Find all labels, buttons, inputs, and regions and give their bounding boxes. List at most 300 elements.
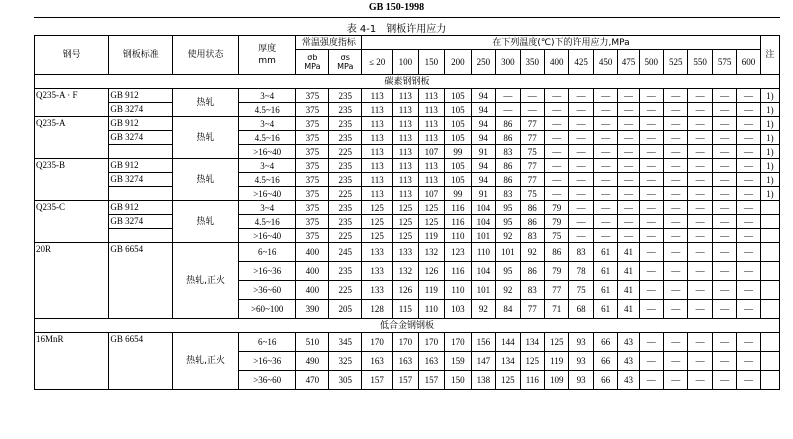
table-row <box>35 89 780 103</box>
condition-cell: 热轧 <box>173 159 239 201</box>
col-temp: 400 <box>545 50 569 75</box>
stress-cell: — <box>639 333 663 352</box>
standard-cell-empty <box>109 145 173 159</box>
note-cell: 1) <box>760 117 779 131</box>
stress-cell: 133 <box>362 262 393 281</box>
stress-cell: — <box>545 159 569 173</box>
stress-cell: 107 <box>418 187 445 201</box>
stress-cell: 113 <box>418 131 445 145</box>
thickness-cell: >16~36 <box>239 352 296 371</box>
stress-cell: — <box>664 187 688 201</box>
stress-cell: — <box>618 103 639 117</box>
standard-label: GB 6654 <box>110 334 144 344</box>
stress-cell: 77 <box>520 117 544 131</box>
standard-cell: GB 3274 <box>109 131 173 145</box>
stress-cell: — <box>593 117 617 131</box>
sigma-s-cell: 235 <box>329 117 362 131</box>
stress-cell: 95 <box>496 262 520 281</box>
grade-cell: 16MnR <box>35 333 109 390</box>
stress-cell: 132 <box>393 262 419 281</box>
note-cell: 1) <box>760 187 779 201</box>
sigma-b-cell: 400 <box>296 281 329 300</box>
stress-cell: 93 <box>569 333 593 352</box>
stress-cell: 66 <box>593 352 617 371</box>
standard-cell: GB 912 <box>109 89 173 103</box>
col-temp: 250 <box>471 50 495 75</box>
stress-cell: — <box>569 187 593 201</box>
stress-cell: — <box>664 243 688 262</box>
stress-cell: — <box>593 215 617 229</box>
stress-cell: 104 <box>471 201 495 215</box>
stress-cell: 138 <box>471 371 495 390</box>
stress-cell: — <box>639 131 663 145</box>
sigma-s-unit: MPa <box>337 62 354 71</box>
stress-cell: 119 <box>545 352 569 371</box>
stress-cell: 156 <box>471 333 495 352</box>
stress-cell: 125 <box>362 215 393 229</box>
stress-cell: — <box>545 117 569 131</box>
condition-cell: 热轧 <box>173 117 239 159</box>
stress-cell: — <box>639 262 663 281</box>
stress-cell: — <box>545 187 569 201</box>
stress-cell: 170 <box>445 333 472 352</box>
stress-cell: — <box>545 145 569 159</box>
stress-cell: 66 <box>593 333 617 352</box>
stress-cell: — <box>639 159 663 173</box>
note-cell <box>760 281 779 300</box>
stress-cell: 66 <box>593 371 617 390</box>
stress-cell: — <box>664 201 688 215</box>
stress-cell: — <box>737 333 760 352</box>
stress-cell: 125 <box>362 229 393 243</box>
stress-cell: — <box>618 187 639 201</box>
stress-cell: 79 <box>545 215 569 229</box>
section-title: 碳素钢钢板 <box>35 75 780 89</box>
stress-cell: 157 <box>418 371 445 390</box>
stress-cell: — <box>712 262 736 281</box>
stress-cell: 105 <box>445 89 472 103</box>
stress-cell: — <box>569 117 593 131</box>
stress-cell: — <box>737 229 760 243</box>
stress-cell: 94 <box>471 117 495 131</box>
sigma-b-cell: 470 <box>296 371 329 390</box>
stress-cell: — <box>593 103 617 117</box>
condition-cell: 热轧 <box>173 89 239 117</box>
stress-cell: 75 <box>520 145 544 159</box>
stress-cell: 113 <box>393 117 419 131</box>
stress-cell: — <box>593 201 617 215</box>
stress-cell: 134 <box>520 333 544 352</box>
stress-cell: — <box>712 243 736 262</box>
stress-cell: — <box>593 173 617 187</box>
sigma-b-cell: 375 <box>296 103 329 117</box>
stress-cell: — <box>639 215 663 229</box>
sigma-b-cell: 490 <box>296 352 329 371</box>
stress-cell: — <box>712 352 736 371</box>
sigma-b-cell: 390 <box>296 300 329 319</box>
stress-cell: 86 <box>496 173 520 187</box>
stress-cell: 71 <box>545 300 569 319</box>
stress-cell: — <box>688 352 712 371</box>
sigma-s-cell: 225 <box>329 281 362 300</box>
stress-cell: 113 <box>393 159 419 173</box>
thickness-cell: 3~4 <box>239 159 296 173</box>
stress-cell: — <box>618 173 639 187</box>
stress-cell: 79 <box>545 262 569 281</box>
stress-cell: — <box>664 89 688 103</box>
stress-cell: — <box>664 173 688 187</box>
stress-cell: — <box>712 131 736 145</box>
stress-cell: — <box>737 300 760 319</box>
sigma-b-cell: 375 <box>296 215 329 229</box>
col-standard: 钢板标准 <box>109 36 173 75</box>
stress-cell: 92 <box>496 229 520 243</box>
stress-cell: 86 <box>520 262 544 281</box>
stress-cell: 93 <box>569 352 593 371</box>
stress-cell: — <box>688 201 712 215</box>
table-row <box>35 229 780 243</box>
table-row <box>35 215 780 229</box>
stress-cell: — <box>593 131 617 145</box>
stress-cell: 75 <box>520 187 544 201</box>
note-cell: 1) <box>760 159 779 173</box>
stress-cell: — <box>639 145 663 159</box>
sigma-s-cell: 235 <box>329 201 362 215</box>
col-room-temp: 常温强度指标 <box>296 36 362 50</box>
condition-cell: 热轧,正火 <box>173 243 239 319</box>
stress-cell: 103 <box>445 300 472 319</box>
stress-cell: — <box>593 145 617 159</box>
sigma-b-cell: 375 <box>296 145 329 159</box>
sigma-s-cell: 325 <box>329 352 362 371</box>
stress-cell: 68 <box>569 300 593 319</box>
stress-cell: 83 <box>496 187 520 201</box>
sigma-b-cell: 400 <box>296 243 329 262</box>
stress-cell: 105 <box>445 103 472 117</box>
thickness-cell: 4.5~16 <box>239 131 296 145</box>
stress-cell: 125 <box>418 215 445 229</box>
stress-cell: — <box>688 281 712 300</box>
sigma-b-cell: 510 <box>296 333 329 352</box>
stress-cell: 105 <box>445 131 472 145</box>
table-row <box>35 243 780 262</box>
stress-cell: 43 <box>618 371 639 390</box>
sigma-s-cell: 235 <box>329 262 362 281</box>
stress-cell: 134 <box>496 352 520 371</box>
sigma-b-cell: 375 <box>296 229 329 243</box>
stress-cell: — <box>593 187 617 201</box>
section-title: 低合金钢钢板 <box>35 319 780 333</box>
stress-cell: 125 <box>520 352 544 371</box>
stress-cell: — <box>569 159 593 173</box>
stress-cell: — <box>712 333 736 352</box>
sigma-b-cell: 375 <box>296 173 329 187</box>
note-cell <box>760 215 779 229</box>
stress-cell: — <box>664 103 688 117</box>
stress-cell: — <box>688 131 712 145</box>
stress-cell: 170 <box>418 333 445 352</box>
standard-cell <box>109 333 173 390</box>
stress-cell: — <box>664 262 688 281</box>
thickness-cell: 6~16 <box>239 243 296 262</box>
stress-cell: 133 <box>362 243 393 262</box>
stress-cell: 94 <box>471 131 495 145</box>
stress-cell: — <box>737 352 760 371</box>
col-temp: 575 <box>712 50 736 75</box>
stress-cell: 113 <box>393 89 419 103</box>
stress-cell: — <box>737 173 760 187</box>
stress-cell: 113 <box>362 187 393 201</box>
stress-cell: — <box>618 215 639 229</box>
sigma-b-cell: 375 <box>296 187 329 201</box>
table-row <box>35 103 780 117</box>
stress-cell: — <box>737 159 760 173</box>
stress-cell: — <box>569 229 593 243</box>
stress-cell: — <box>639 229 663 243</box>
sigma-s-cell: 235 <box>329 131 362 145</box>
stress-cell: — <box>712 159 736 173</box>
stress-cell: 77 <box>520 173 544 187</box>
condition-cell: 热轧,正火 <box>173 333 239 390</box>
stress-cell: 159 <box>445 352 472 371</box>
stress-cell: — <box>496 89 520 103</box>
sigma-b-cell: 375 <box>296 159 329 173</box>
stress-cell: — <box>639 173 663 187</box>
sigma-s-cell: 205 <box>329 300 362 319</box>
stress-cell: 77 <box>545 281 569 300</box>
sigma-b-cell: 400 <box>296 262 329 281</box>
stress-cell: 113 <box>362 145 393 159</box>
stress-cell: — <box>737 187 760 201</box>
stress-cell: 93 <box>569 371 593 390</box>
stress-cell: 41 <box>618 300 639 319</box>
standard-label: GB 6654 <box>110 244 144 254</box>
document-header-code: GB 150-1998 <box>368 2 425 13</box>
stress-cell: 157 <box>362 371 393 390</box>
stress-cell: — <box>688 333 712 352</box>
stress-cell: 113 <box>393 173 419 187</box>
stress-cell: — <box>688 117 712 131</box>
sigma-s-cell: 225 <box>329 229 362 243</box>
allowable-stress-table <box>34 35 780 390</box>
standard-cell: GB 3274 <box>109 215 173 229</box>
stress-cell: 163 <box>418 352 445 371</box>
grade-cell: 20R <box>35 243 109 319</box>
stress-cell: — <box>593 89 617 103</box>
stress-cell: — <box>688 103 712 117</box>
col-sigma-b <box>296 50 329 75</box>
sigma-s-cell: 225 <box>329 187 362 201</box>
header-rule <box>34 17 780 18</box>
stress-cell: — <box>569 145 593 159</box>
stress-cell: 133 <box>362 281 393 300</box>
stress-cell: 113 <box>393 145 419 159</box>
stress-cell: — <box>737 117 760 131</box>
stress-cell: 113 <box>362 173 393 187</box>
stress-cell: 126 <box>393 281 419 300</box>
stress-cell: 86 <box>545 243 569 262</box>
note-cell <box>760 352 779 371</box>
stress-cell: — <box>688 262 712 281</box>
sigma-s-cell: 235 <box>329 103 362 117</box>
col-temp: 450 <box>593 50 617 75</box>
table-row <box>35 117 780 131</box>
stress-cell: 125 <box>418 201 445 215</box>
stress-cell: — <box>712 215 736 229</box>
stress-cell: 107 <box>418 145 445 159</box>
stress-cell: 110 <box>418 300 445 319</box>
stress-cell: 116 <box>445 262 472 281</box>
col-temp: 350 <box>520 50 544 75</box>
stress-cell: 157 <box>393 371 419 390</box>
stress-cell: 123 <box>445 243 472 262</box>
stress-cell: 86 <box>520 201 544 215</box>
stress-cell: — <box>639 352 663 371</box>
stress-cell: — <box>618 201 639 215</box>
stress-cell: 125 <box>393 229 419 243</box>
table-row <box>35 187 780 201</box>
sigma-b-cell: 375 <box>296 117 329 131</box>
stress-cell: 116 <box>520 371 544 390</box>
table-row <box>35 145 780 159</box>
grade-cell: Q235-A · F <box>35 89 109 117</box>
thickness-cell: 4.5~16 <box>239 215 296 229</box>
stress-cell: — <box>520 103 544 117</box>
stress-cell: 86 <box>520 215 544 229</box>
stress-cell: — <box>712 229 736 243</box>
stress-cell: — <box>737 89 760 103</box>
table-row <box>35 131 780 145</box>
sigma-s-cell: 245 <box>329 243 362 262</box>
sigma-b-unit: MPa <box>304 62 321 71</box>
col-condition: 使用状态 <box>173 36 239 75</box>
thickness-cell: >60~100 <box>239 300 296 319</box>
note-cell <box>760 243 779 262</box>
stress-cell: 94 <box>471 103 495 117</box>
stress-cell: 86 <box>496 117 520 131</box>
standard-cell <box>109 243 173 319</box>
stress-cell: — <box>639 89 663 103</box>
section-row <box>35 75 780 89</box>
stress-cell: 125 <box>545 333 569 352</box>
standard-cell-empty <box>109 229 173 243</box>
stress-cell: 75 <box>545 229 569 243</box>
stress-cell: 94 <box>471 173 495 187</box>
col-temp: 425 <box>569 50 593 75</box>
stress-cell: 163 <box>362 352 393 371</box>
stress-cell: 61 <box>593 281 617 300</box>
stress-cell: 113 <box>362 103 393 117</box>
stress-cell: 113 <box>362 131 393 145</box>
standard-cell: GB 912 <box>109 201 173 215</box>
note-cell <box>760 229 779 243</box>
stress-cell: — <box>569 103 593 117</box>
stress-cell: 101 <box>471 281 495 300</box>
stress-cell: 116 <box>445 215 472 229</box>
col-thickness <box>239 36 296 75</box>
col-sigma-s <box>329 50 362 75</box>
stress-cell: 113 <box>418 159 445 173</box>
table-row <box>35 333 780 352</box>
stress-cell: 83 <box>496 145 520 159</box>
thickness-cell: 6~16 <box>239 333 296 352</box>
stress-cell: — <box>639 243 663 262</box>
thickness-cell: 3~4 <box>239 201 296 215</box>
stress-cell: — <box>569 215 593 229</box>
thickness-cell: 4.5~16 <box>239 103 296 117</box>
note-cell: 1) <box>760 173 779 187</box>
sigma-s-cell: 235 <box>329 89 362 103</box>
note-cell: 1) <box>760 89 779 103</box>
stress-cell: 113 <box>362 159 393 173</box>
sigma-b-label: σb <box>307 53 318 62</box>
note-cell: 1) <box>760 103 779 117</box>
stress-cell: — <box>712 173 736 187</box>
stress-cell: 125 <box>496 371 520 390</box>
section-row <box>35 319 780 333</box>
stress-cell: — <box>664 371 688 390</box>
thickness-cell: 3~4 <box>239 117 296 131</box>
stress-cell: 92 <box>520 243 544 262</box>
stress-cell: — <box>545 173 569 187</box>
stress-cell: 113 <box>393 103 419 117</box>
stress-cell: — <box>664 352 688 371</box>
stress-cell: 83 <box>520 229 544 243</box>
stress-cell: 125 <box>362 201 393 215</box>
stress-cell: 105 <box>445 117 472 131</box>
stress-cell: 83 <box>569 243 593 262</box>
stress-cell: — <box>712 371 736 390</box>
stress-cell: — <box>712 117 736 131</box>
note-cell <box>760 300 779 319</box>
stress-cell: — <box>737 262 760 281</box>
sigma-b-cell: 375 <box>296 89 329 103</box>
stress-cell: 83 <box>520 281 544 300</box>
sigma-s-cell: 305 <box>329 371 362 390</box>
stress-cell: 110 <box>471 243 495 262</box>
thickness-cell: >16~40 <box>239 229 296 243</box>
stress-cell: 113 <box>362 89 393 103</box>
stress-cell: — <box>664 215 688 229</box>
stress-cell: 104 <box>471 215 495 229</box>
stress-cell: — <box>639 201 663 215</box>
stress-cell: — <box>618 159 639 173</box>
stress-cell: 41 <box>618 281 639 300</box>
stress-cell: 94 <box>471 89 495 103</box>
thickness-cell: >16~40 <box>239 187 296 201</box>
table-row <box>35 201 780 215</box>
stress-cell: 75 <box>569 281 593 300</box>
stress-cell: 110 <box>445 281 472 300</box>
thickness-cell: >36~60 <box>239 371 296 390</box>
sigma-s-cell: 235 <box>329 173 362 187</box>
stress-cell: — <box>639 371 663 390</box>
stress-cell: — <box>737 145 760 159</box>
stress-cell: 92 <box>496 281 520 300</box>
stress-cell: 61 <box>593 243 617 262</box>
sigma-s-cell: 225 <box>329 145 362 159</box>
stress-cell: — <box>545 89 569 103</box>
stress-cell: — <box>593 159 617 173</box>
grade-cell: Q235-B <box>35 159 109 201</box>
stress-cell: — <box>618 117 639 131</box>
note-cell: 1) <box>760 131 779 145</box>
col-temp: 550 <box>688 50 712 75</box>
thickness-cell: >36~60 <box>239 281 296 300</box>
stress-cell: 110 <box>445 229 472 243</box>
stress-cell: 113 <box>418 103 445 117</box>
stress-cell: — <box>737 243 760 262</box>
